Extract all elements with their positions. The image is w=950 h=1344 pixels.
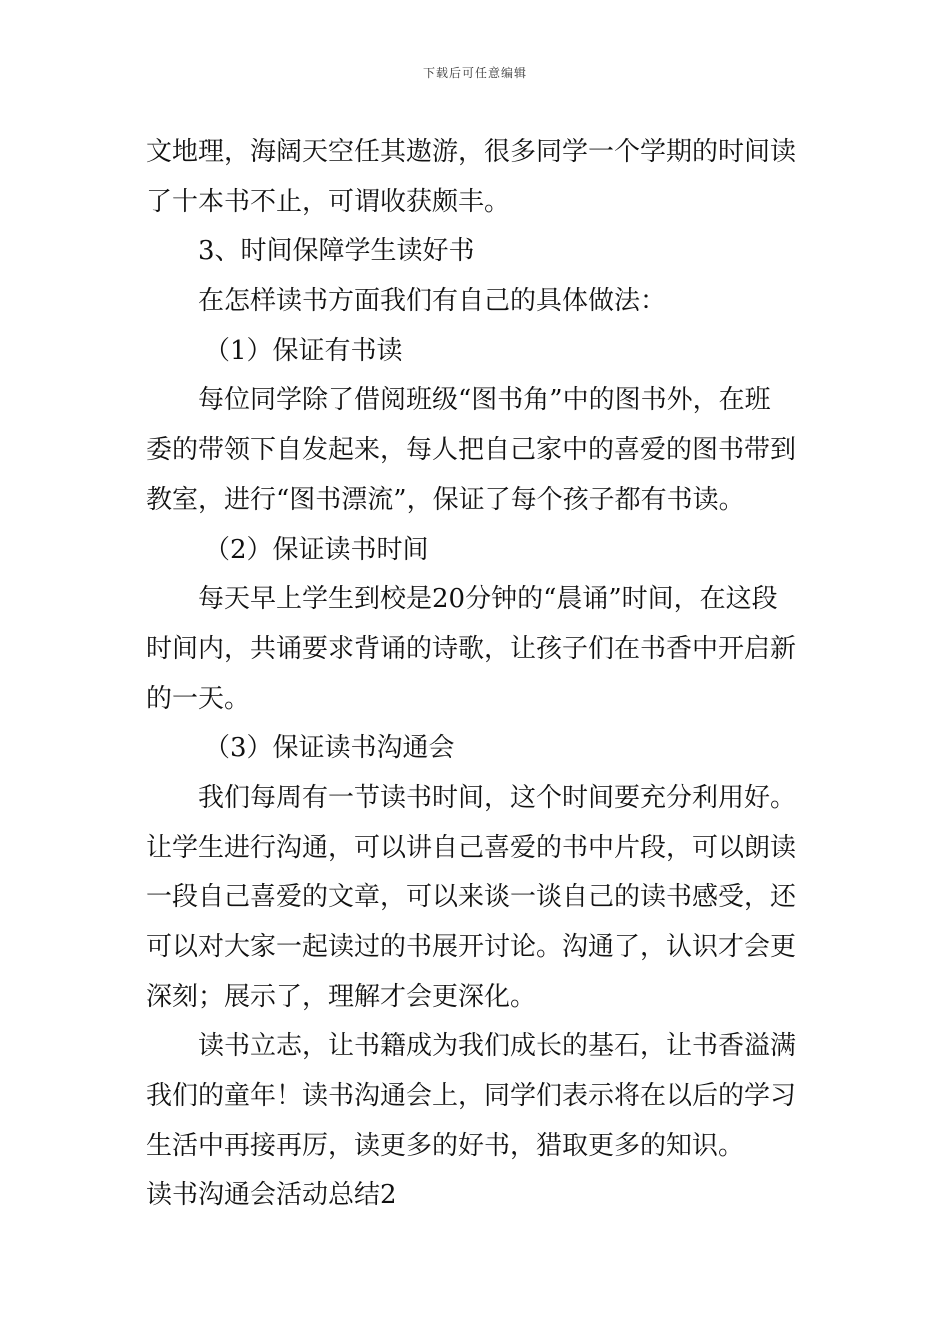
page-header: 下载后可任意编辑 [422,66,527,80]
document-body [146,128,806,1221]
paragraph-line: 时间内，共诵要求背诵的诗歌，让孩子们在书香中开启新 [146,633,797,664]
paragraph-line: 文地理，海阔天空任其遨游，很多同学一个学期的时间读 [146,137,797,167]
paragraph-line: 在怎样读书方面我们有自己的具体做法： [198,286,667,317]
paragraph-line: 一段自己喜爱的文章，可以来谈一谈自己的读书感受，还 [146,882,797,913]
paragraph-line: 让学生进行沟通，可以讲自己喜爱的书中片段，可以朗读 [146,832,797,863]
document-title: 读书沟通会活动总结2 [146,1180,397,1211]
subsection-heading: （1）保证有书读 [204,335,403,366]
paragraph-line: 教室，进行“图书漂流”，保证了每个孩子都有书读。 [146,484,745,515]
paragraph-line: 生活中再接再厉，读更多的好书，猎取更多的知识。 [146,1130,745,1161]
paragraph-line: 可以对大家一起读过的书展开讨论。沟通了，认识才会更 [146,932,797,962]
subsection-heading: （3）保证读书沟通会 [204,733,455,764]
subsection-heading: （2）保证读书时间 [204,534,429,565]
paragraph-line: 我们的童年！读书沟通会上，同学们表示将在以后的学习 [146,1081,797,1112]
paragraph-line: 委的带领下自发起来，每人把自己家中的喜爱的图书带到 [146,435,797,466]
paragraph-line: 了十本书不止，可谓收获颇丰。 [146,186,511,217]
section-heading: 3、时间保障学生读好书 [198,236,475,267]
paragraph-line: 每位同学除了借阅班级“图书角”中的图书外，在班 [198,385,771,416]
paragraph-line: 每天早上学生到校是20分钟的“晨诵”时间，在这段 [198,584,778,615]
paragraph-line: 读书立志，让书籍成为我们成长的基石，让书香溢满 [198,1031,797,1062]
paragraph-line: 我们每周有一节读书时间，这个时间要充分利用好。 [198,782,797,813]
paragraph-line: 的一天。 [146,683,251,714]
paragraph-line: 深刻；展示了，理解才会更深化。 [146,981,537,1012]
